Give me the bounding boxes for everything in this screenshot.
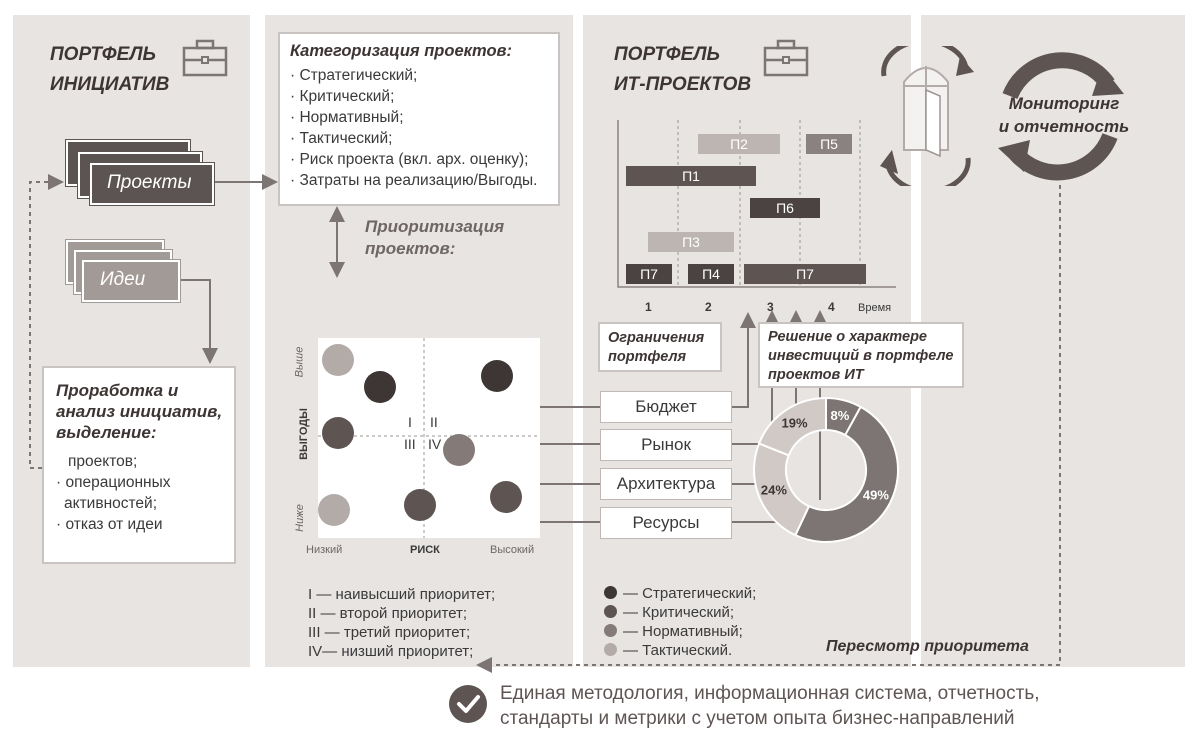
legend-item: — Нормативный; [604, 622, 756, 641]
list-item: проектов; [68, 453, 138, 470]
factor-budget: Бюджет [600, 391, 732, 423]
list-item: · Затраты на реализацию/Выгоды. [290, 172, 538, 189]
investment-donut-chart [752, 396, 900, 544]
it-portfolio-title: ПОРТФЕЛЬ ИТ-ПРОЕКТОВ [614, 44, 752, 95]
factor-market: Рынок [600, 429, 732, 461]
y-axis-label: ВЫГОДЫ [297, 408, 310, 460]
project-dot [490, 481, 522, 513]
gantt-bar: П3 [648, 232, 734, 252]
time-tick: 2 [705, 300, 712, 314]
ideas-label: Идеи [100, 269, 146, 290]
category-legend [604, 584, 756, 660]
project-dot [364, 371, 396, 403]
analysis-heading: Проработка и анализ инициатив, выделение: [56, 381, 223, 442]
list-item: · Тактический; [290, 130, 393, 147]
time-tick: 3 [767, 300, 774, 314]
gantt-bar: П1 [626, 166, 756, 186]
legend-item: I — наивысший приоритет; [308, 586, 496, 603]
checkmark-icon [448, 684, 488, 724]
ideas-card[interactable] [82, 260, 180, 302]
project-dot [443, 434, 475, 466]
factor-resources: Ресурсы [600, 507, 732, 539]
y-axis-high: Выше [293, 346, 306, 378]
donut-label: 8% [830, 407, 850, 423]
priority-matrix [318, 338, 540, 538]
prioritization-heading: Приоритизация проектов: [365, 217, 505, 258]
time-tick: 1 [645, 300, 652, 314]
list-item: · Нормативный; [290, 109, 404, 126]
list-item: · отказ от идеи [56, 516, 163, 533]
legend-item: II — второй приоритет; [308, 605, 468, 622]
gantt-bar: П2 [698, 134, 780, 154]
gantt-bar: П7 [744, 264, 866, 284]
review-priority-label: Пересмотр приоритета [826, 638, 1029, 655]
gantt-bar: П5 [806, 134, 852, 154]
project-dot [481, 360, 513, 392]
ideas-to-analysis-line [176, 280, 210, 362]
legend-item: IV— низший приоритет; [308, 643, 474, 660]
list-item: активностей; [64, 495, 158, 512]
quadrant-label: II [430, 414, 438, 430]
gantt-bar: П4 [688, 264, 734, 284]
budget-to-gantt-line [732, 314, 748, 407]
briefcase-icon [182, 38, 228, 78]
projects-card[interactable] [90, 163, 214, 205]
quadrant-label: III [404, 436, 416, 452]
footer-text: Единая методология, информационная система, отчетность, стандарты и метрики с учетом опыта бизнес-направлений [500, 683, 1040, 729]
legend-dot [604, 586, 617, 599]
x-axis-low: Низкий [306, 544, 343, 556]
legend-item: — Тактический. [604, 641, 756, 660]
time-tick: 4 [828, 300, 835, 314]
legend-dot [604, 605, 617, 618]
gantt-bar: П7 [626, 264, 672, 284]
y-axis-low: Ниже [293, 504, 306, 532]
donut-label: 49% [862, 487, 889, 503]
donut-label: 24% [760, 482, 787, 498]
analysis-box [42, 366, 236, 564]
x-axis-label: РИСК [410, 544, 440, 556]
legend-dot [604, 624, 617, 637]
monitoring-label: Мониторинг и отчетность [998, 94, 1130, 136]
list-item: · Критический; [290, 88, 395, 105]
legend-dot [604, 643, 617, 656]
quadrant-label: IV [428, 436, 442, 452]
project-dot [322, 344, 354, 376]
x-axis-high: Высокий [490, 544, 535, 556]
window-icon [878, 46, 974, 186]
priority-legend [308, 585, 495, 661]
projects-label: Проекты [107, 172, 192, 193]
project-dot [322, 417, 354, 449]
project-dot [404, 489, 436, 521]
list-item: · операционных [56, 474, 171, 491]
list-item: · Риск проекта (вкл. арх. оценку); [290, 151, 529, 168]
donut-label: 19% [781, 415, 808, 431]
initiatives-title: ПОРТФЕЛЬ ИНИЦИАТИВ [50, 44, 170, 95]
gantt-bar: П6 [750, 198, 820, 218]
decision-box: Решение о характере инвестиций в портфеле проектов ИТ [758, 322, 964, 388]
factor-architecture: Архитектура [600, 468, 732, 500]
list-item: · Стратегический; [290, 67, 418, 84]
constraints-box: Ограничения портфеля [598, 322, 722, 372]
legend-item: III — третий приоритет; [308, 624, 471, 641]
categorization-box [278, 32, 560, 206]
project-dot [318, 494, 350, 526]
categorization-list [290, 65, 548, 191]
briefcase-icon [763, 38, 809, 78]
categorization-heading: Категоризация проектов: [290, 42, 512, 60]
quadrant-label: I [408, 414, 412, 430]
analysis-list [56, 451, 224, 535]
legend-item: — Стратегический; [604, 584, 756, 603]
legend-item: — Критический; [604, 603, 756, 622]
time-label: Время [858, 302, 892, 314]
